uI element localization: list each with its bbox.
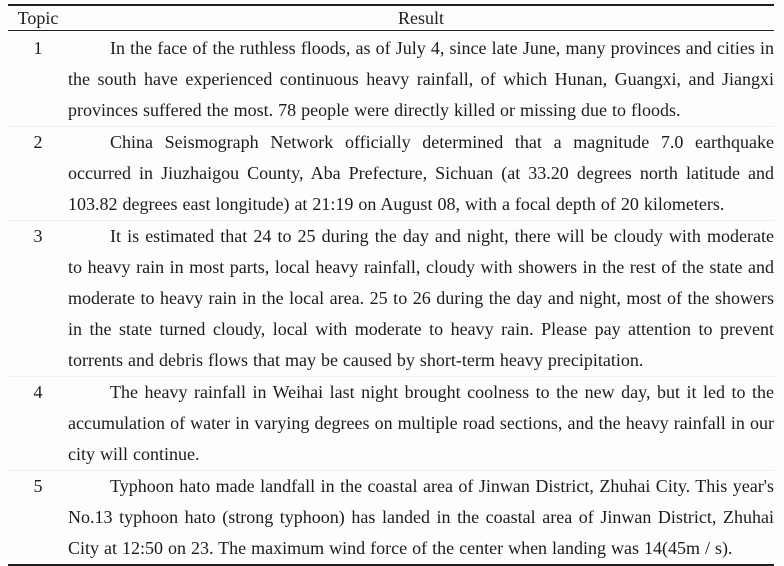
column-header-topic: Topic (17, 8, 59, 28)
table-row (8, 220, 774, 376)
topic-cell: 1 (33, 38, 43, 58)
column-header-result: Result (397, 8, 444, 28)
table-header-row (8, 4, 774, 31)
table-row (8, 376, 774, 470)
table-row (8, 470, 774, 564)
table-body (8, 31, 774, 566)
topic-cell: 3 (33, 226, 43, 246)
result-cell: Typhoon hato made landfall in the coastal area of Jinwan District, Zhuhai City. This year's No.13 typhoon hato (strong typhoon) has landed in the coastal area of Jinwan District, Zhuhai City at 12:50 on 23. The maximum wind force of the center when landing was 14(45m / s). (68, 476, 774, 558)
result-cell: China Seismograph Network officially determined that a magnitude 7.0 earthquake occurred in Jiuzhaigou County, Aba Prefecture, Sichuan (at 33.20 degrees north latitude and 103.82 degrees east longitude) at 21:19 on August 08, with a focal depth of 20 kilometers. (68, 132, 774, 214)
topic-result-table (8, 4, 774, 566)
document-page (0, 4, 784, 564)
result-cell: The heavy rainfall in Weihai last night brought coolness to the new day, but it led to the accumulation of water in varying degrees on multiple road sections, and the heavy rainfall in our city will continue. (68, 382, 774, 464)
table-row (8, 33, 774, 126)
topic-cell: 2 (33, 132, 43, 152)
topic-cell: 5 (33, 476, 43, 496)
topic-cell: 4 (33, 382, 43, 402)
table-row (8, 126, 774, 220)
result-cell: It is estimated that 24 to 25 during the day and night, there will be cloudy with moderate to heavy rain in most parts, local heavy rainfall, cloudy with showers in the rest of the state and moderate to heavy rain in the local area. 25 to 26 during the day and night, most of the showers in the state turned cloudy, local with moderate to heavy rain. Please pay attention to prevent torrents and debris flows that may be caused by short-term heavy precipitation. (68, 226, 774, 370)
result-cell: In the face of the ruthless floods, as of July 4, since late June, many provinces and cities in the south have experienced continuous heavy rainfall, of which Hunan, Guangxi, and Jiangxi provinces suffered the most. 78 people were directly killed or missing due to floods. (68, 38, 774, 120)
